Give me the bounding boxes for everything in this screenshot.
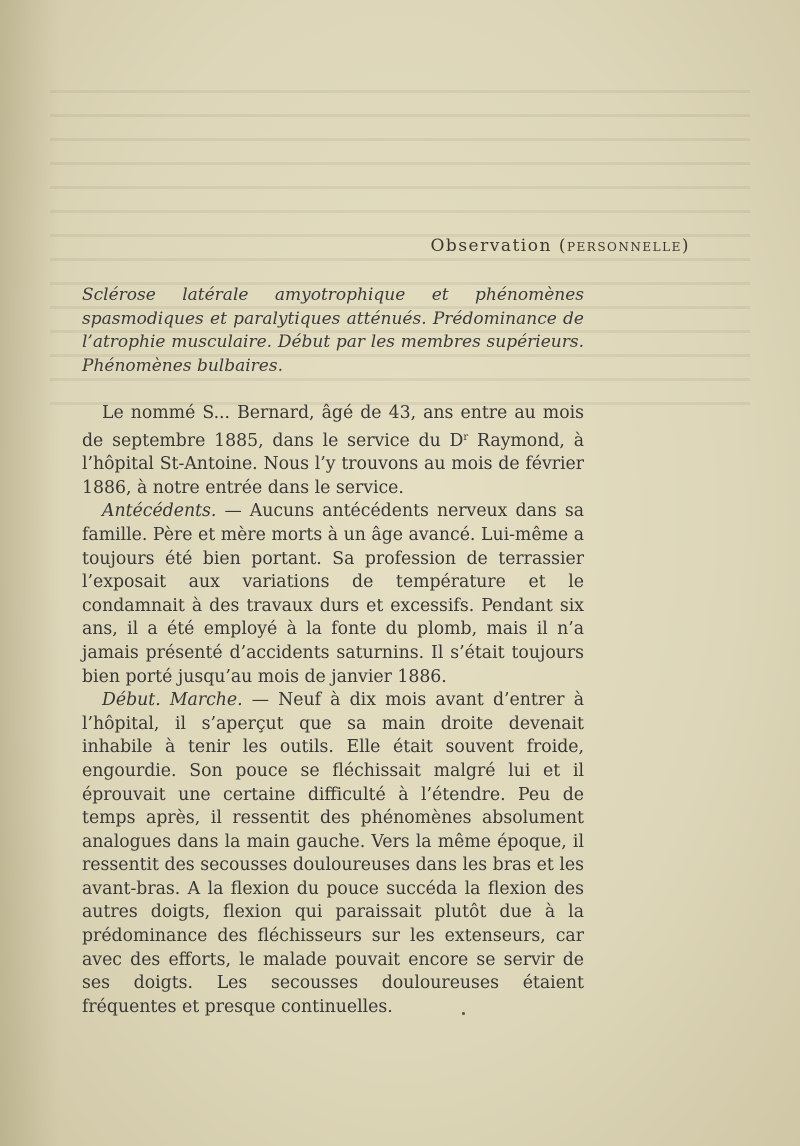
paragraph-patient xyxy=(82,402,584,500)
patient-text-start: Le nommé S... Bernard, âgé de 43, ans entre au mois de septembre 1885, dans le service du D xyxy=(82,403,584,451)
patient-text-end: Raymond, à l’hôpital St-Antoine. Nous l’y trouvons au mois de février 1886, à notre entrée dans le service. xyxy=(82,430,584,498)
paragraph-onset xyxy=(82,689,584,1019)
paragraph-antecedents xyxy=(82,500,584,689)
case-summary: Sclérose latérale amyotrophique et phénomènes spasmodiques et paralytiques atténués. Prédominance de l’atrophie musculaire. Début par les membres supérieurs. Phénomènes bulbaires. xyxy=(82,285,584,376)
doctor-superscript: r xyxy=(463,431,469,443)
heading-prefix: Observation ( xyxy=(430,236,567,256)
case-body xyxy=(82,402,584,1019)
heading-small-caps: personnelle xyxy=(566,236,682,256)
heading-suffix: ) xyxy=(681,236,690,256)
ink-speck xyxy=(462,1012,465,1015)
section-heading xyxy=(0,236,690,256)
antecedents-text: — Aucuns antécédents nerveux dans sa famille. Père et mère morts à un âge avancé. Lui-même a toujours été bien portant. Sa profession de terrassier l’exposait aux variations de température et le condamnait à des travaux durs et excessifs. Pendant six ans, il a été employé à la fonte du plomb, mais il n’a jamais présenté d’accidents saturnins. Il s’était toujours bien porté jusqu’au mois de janvier 1886. xyxy=(82,501,584,687)
onset-label: Début. Marche. xyxy=(102,690,243,711)
onset-text: — Neuf à dix mois avant d’entrer à l’hôpital, il s’aperçut que sa main droite devenait inhabile à tenir les outils. Elle était souvent froide, engourdie. Son pouce se fléchissait malgré lui et il éprouvait une certaine difficulté à l’étendre. Peu de temps après, il ressentit des phénomènes absolument analogues dans la main gauche. Vers la même époque, il ressentit des secousses douloureuses dans les bras et les avant-bras. A la flexion du pouce succéda la flexion des autres doigts, flexion qui paraissait plutôt due à la prédominance des fléchisseurs sur les extenseurs, car avec des efforts, le malade pouvait encore se servir de ses doigts. Les secousses douloureuses étaient fréquentes et presque continuelles. xyxy=(82,690,585,1017)
antecedents-label: Antécédents. xyxy=(102,501,217,522)
